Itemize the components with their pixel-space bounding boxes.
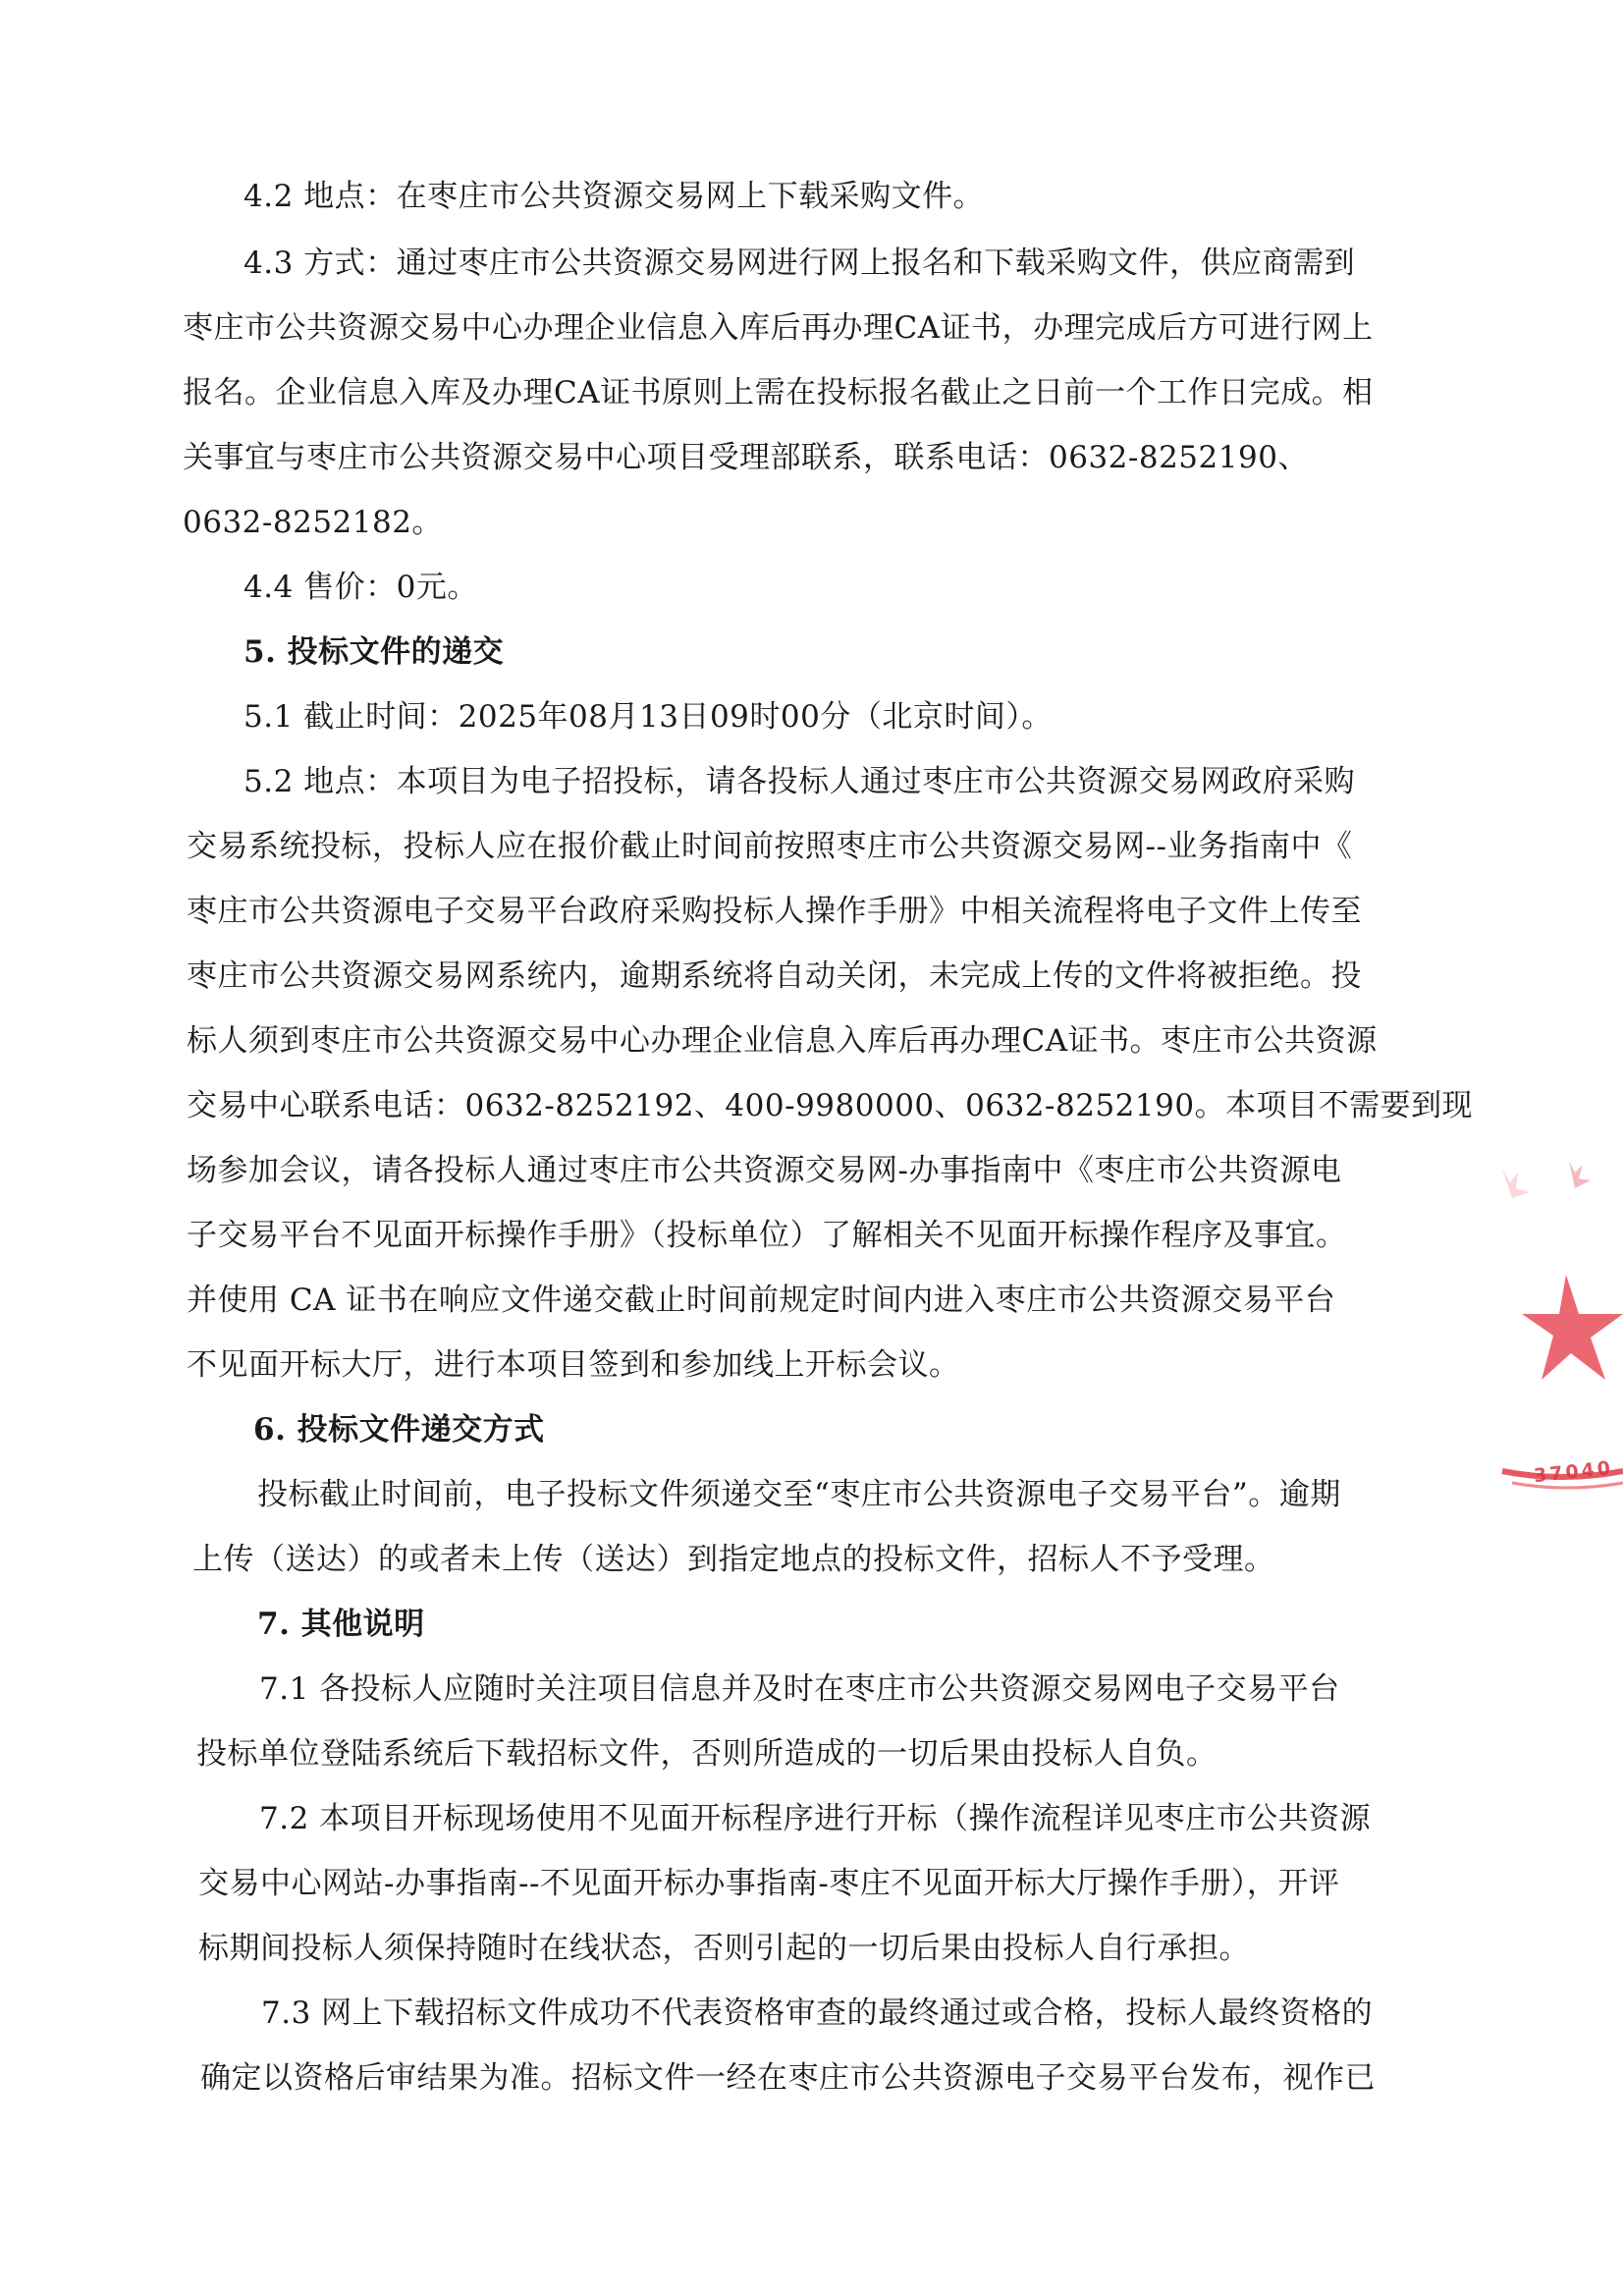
text-line: 7.1 各投标人应随时关注项目信息并及时在枣庄市公共资源交易网电子交易平台 xyxy=(259,1671,1340,1707)
text-line: 确定以资格后审结果为准。招标文件一经在枣庄市公共资源电子交易平台发布，视作已 xyxy=(200,2060,1376,2096)
text-line: 场参加会议，请各投标人通过枣庄市公共资源交易网-办事指南中《枣庄市公共资源电 xyxy=(187,1153,1342,1188)
text-line: 5.2 地点：本项目为电子招投标，请各投标人通过枣庄市公共资源交易网政府采购 xyxy=(243,764,1356,799)
text-line: 7.3 网上下载招标文件成功不代表资格审查的最终通过或合格，投标人最终资格的 xyxy=(261,1995,1374,2031)
text-line: 交易系统投标，投标人应在报价截止时间前按照枣庄市公共资源交易网--业务指南中《 xyxy=(187,829,1353,864)
text-line: 子交易平台不见面开标操作手册》（投标单位）了解相关不见面开标操作程序及事宜。 xyxy=(187,1218,1347,1253)
text-line: 标人须到枣庄市公共资源交易中心办理企业信息入库后再办理CA证书。枣庄市公共资源 xyxy=(187,1023,1378,1059)
text-line: 枣庄市公共资源电子交易平台政府采购投标人操作手册》中相关流程将电子文件上传至 xyxy=(187,894,1362,929)
section-heading: 5. 投标文件的递交 xyxy=(243,634,505,670)
text-line: 关事宜与枣庄市公共资源交易中心项目受理部联系，联系电话：0632-8252190、 xyxy=(183,440,1309,475)
text-line: 枣庄市公共资源交易中心办理企业信息入库后再办理CA证书，办理完成后方可进行网上 xyxy=(183,310,1374,346)
text-line: 5.1 截止时间：2025年08月13日09时00分（北京时间）。 xyxy=(243,699,1053,735)
text-line: 4.3 方式：通过枣庄市公共资源交易网进行网上报名和下载采购文件，供应商需到 xyxy=(243,246,1356,281)
text-line: 0632-8252182。 xyxy=(183,505,443,540)
seal-number: 37040 xyxy=(1533,1456,1615,1488)
text-line: 7.2 本项目开标现场使用不见面开标程序进行开标（操作流程详见枣庄市公共资源 xyxy=(259,1801,1372,1836)
text-line: 枣庄市公共资源交易网系统内，逾期系统将自动关闭，未完成上传的文件将被拒绝。投 xyxy=(187,958,1362,994)
section-heading: 6. 投标文件递交方式 xyxy=(253,1412,545,1448)
text-line: 并使用 CA 证书在响应文件递交截止时间前规定时间内进入枣庄市公共资源交易平台 xyxy=(187,1283,1336,1318)
text-line: 报名。企业信息入库及办理CA证书原则上需在投标报名截止之日前一个工作日完成。相 xyxy=(183,375,1374,410)
text-line: 4.4 售价：0元。 xyxy=(243,570,478,605)
text-line: 投标单位登陆系统后下载招标文件，否则所造成的一切后果由投标人自负。 xyxy=(196,1736,1217,1772)
text-line: 交易中心联系电话：0632-8252192、400-9980000、0632-8252190。本项目不需要到现 xyxy=(187,1088,1474,1123)
text-line: 4.2 地点：在枣庄市公共资源交易网上下载采购文件。 xyxy=(243,179,985,214)
text-line: 交易中心网站-办事指南--不见面开标办事指南-枣庄不见面开标大厅操作手册），开评 xyxy=(198,1866,1340,1901)
text-line: 投标截止时间前，电子投标文件须递交至“枣庄市公共资源电子交易平台”。逾期 xyxy=(257,1477,1341,1512)
text-line: 上传（送达）的或者未上传（送达）到指定地点的投标文件，招标人不予受理。 xyxy=(192,1542,1275,1577)
text-line: 不见面开标大厅，进行本项目签到和参加线上开标会议。 xyxy=(187,1347,960,1383)
text-line: 标期间投标人须保持随时在线状态，否则引起的一切后果由投标人自行承担。 xyxy=(198,1931,1250,1966)
star-icon xyxy=(1522,1275,1623,1380)
section-heading: 7. 其他说明 xyxy=(257,1607,425,1642)
